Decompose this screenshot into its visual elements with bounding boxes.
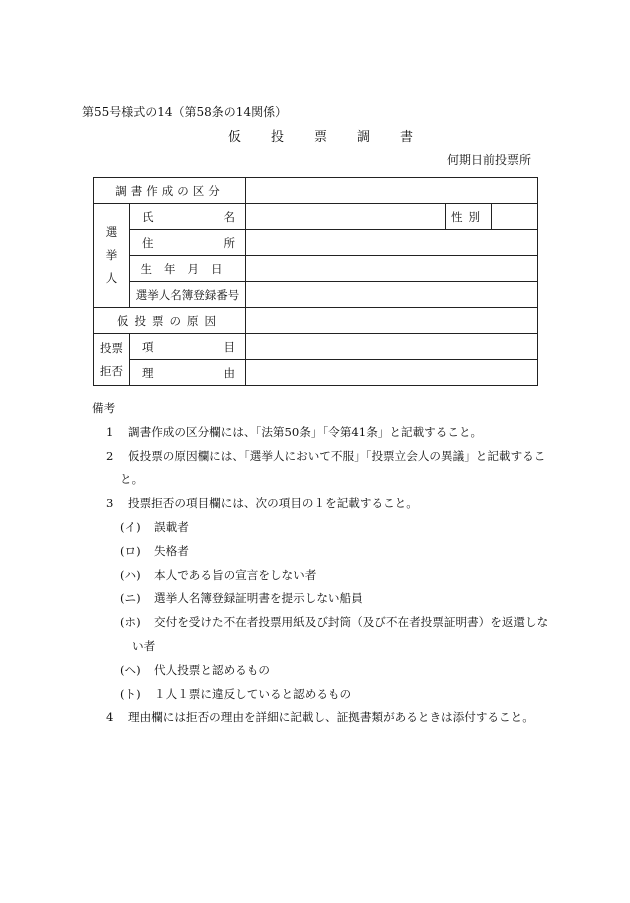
note-2-continued: と。	[120, 472, 144, 487]
address-field[interactable]	[246, 230, 538, 256]
document-title: 仮投票調書	[228, 130, 444, 145]
category-field[interactable]	[246, 178, 538, 204]
reason-field[interactable]	[246, 360, 538, 386]
reason-for-provisional-label: 仮投票の原因	[94, 308, 246, 334]
gender-field[interactable]	[492, 204, 538, 230]
note-2: 2 仮投票の原因欄には、「選挙人において不服」「投票立会人の異議」と記載するこ	[106, 448, 546, 463]
address-label: 住 所	[130, 230, 246, 256]
category-label: 調書作成の区分	[94, 178, 246, 204]
polling-station: 何期日前投票所	[447, 153, 532, 167]
gender-label: 性別	[446, 204, 492, 230]
sub-item-ni: (ニ) 選挙人名簿登録証明書を提示しない船員	[120, 591, 363, 606]
item-field[interactable]	[246, 334, 538, 360]
notes-heading: 備考	[92, 401, 116, 415]
sub-item-to: (ト) １人１票に違反していると認めるもの	[120, 686, 352, 701]
note-3: 3 投票拒否の項目欄には、次の項目の１を記載すること。	[106, 496, 418, 511]
notes-section	[92, 398, 552, 731]
survey-form-table	[93, 177, 538, 386]
birthdate-label: 生年月日	[130, 256, 246, 282]
refusal-label: 投票 拒否	[94, 334, 130, 386]
reason-label: 理 由	[130, 360, 246, 386]
name-label: 氏 名	[130, 204, 246, 230]
sub-item-ho: (ホ) 交付を受けた不在者投票用紙及び封筒（及び不在者投票証明書）を返還しな	[120, 615, 549, 630]
birthdate-field[interactable]	[246, 256, 538, 282]
item-label: 項 目	[130, 334, 246, 360]
sub-item-ho-continued: い者	[132, 638, 156, 653]
registry-number-label: 選挙人名簿登録番号	[130, 282, 246, 308]
sub-item-i: (イ) 誤載者	[120, 519, 189, 534]
name-field[interactable]	[246, 204, 446, 230]
registry-number-field[interactable]	[246, 282, 538, 308]
sub-item-he: (ヘ) 代人投票と認めるもの	[120, 662, 270, 677]
voter-label: 選 挙 人	[94, 204, 130, 308]
form-number: 第55号様式の14（第58条の14関係）	[82, 105, 288, 119]
sub-item-ro: (ロ) 失格者	[120, 543, 189, 558]
note-1: 1 調書作成の区分欄には、「法第50条」「令第41条」と記載すること。	[106, 424, 483, 439]
sub-item-ha: (ハ) 本人である旨の宣言をしない者	[120, 567, 317, 582]
note-4: 4 理由欄には拒否の理由を詳細に記載し、証拠書類があるときは添付すること。	[106, 710, 534, 725]
reason-for-provisional-field[interactable]	[246, 308, 538, 334]
